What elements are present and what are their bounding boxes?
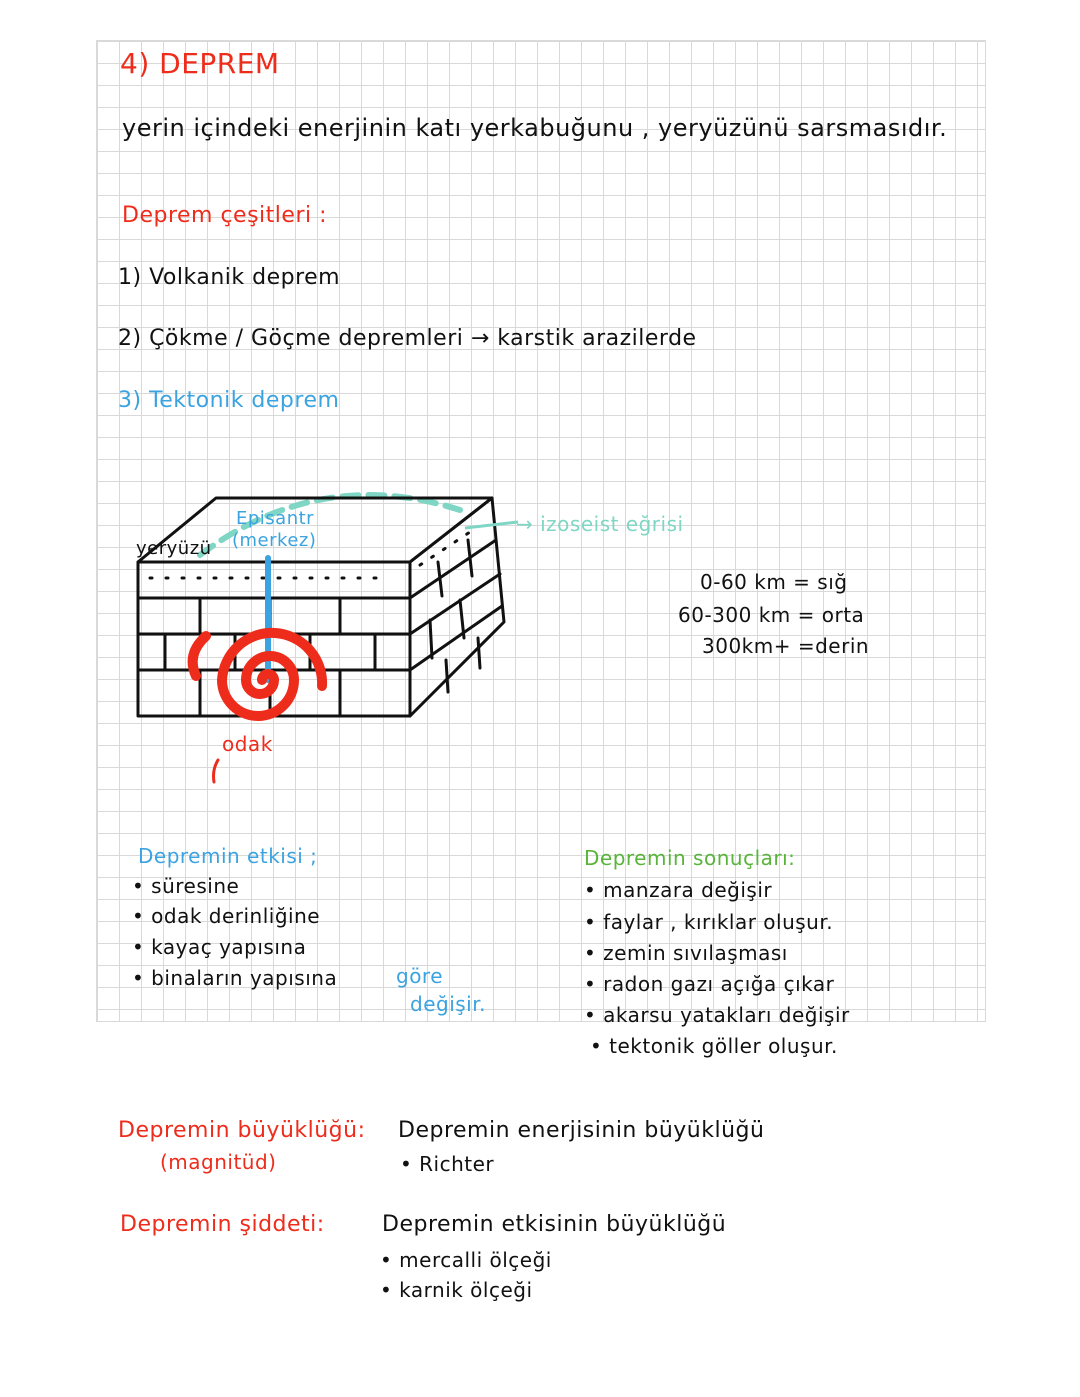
effects-note-line1: göre	[396, 964, 444, 988]
surface-label: yeryüzü	[136, 538, 212, 559]
isoseismal-pointer	[465, 522, 518, 528]
epicenter-sub-label: (merkez)	[232, 530, 317, 551]
effects-heading: Depremin etkisi ;	[138, 844, 318, 868]
page-title: 4) DEPREM	[120, 47, 280, 80]
magnitude-sub-label: (magnitüd)	[160, 1150, 277, 1174]
effects-item: • odak derinliğine	[132, 904, 321, 928]
magnitude-scale: • Richter	[400, 1152, 495, 1176]
focus-spiral	[193, 633, 322, 716]
magnitude-definition: Depremin enerjisinin büyüklüğü	[398, 1118, 765, 1143]
results-item: • akarsu yatakları değişir	[584, 1003, 850, 1027]
magnitude-label: Depremin büyüklüğü:	[118, 1118, 366, 1143]
results-item: • radon gazı açığa çıkar	[584, 972, 835, 996]
earthquake-diagram	[120, 470, 740, 800]
effects-note-line2: değişir.	[410, 992, 486, 1016]
depth-middle: 60-300 km = orta	[678, 603, 865, 627]
type-item-tectonic: 3) Tektonik deprem	[118, 388, 340, 413]
isoseismal-label: → izoseist eğrisi	[516, 512, 684, 536]
focus-pointer	[214, 760, 219, 782]
results-item: • faylar , kırıklar oluşur.	[584, 910, 834, 934]
results-item: • zemin sıvılaşması	[584, 941, 788, 965]
depth-shallow: 0-60 km = sığ	[700, 570, 848, 594]
effects-item: • süresine	[132, 874, 240, 898]
types-heading: Deprem çeşitleri :	[122, 203, 328, 228]
intensity-definition: Depremin etkisinin büyüklüğü	[382, 1212, 727, 1237]
effects-item: • binaların yapısına	[132, 966, 338, 990]
depth-deep: 300km+ =derin	[702, 634, 870, 658]
results-heading: Depremin sonuçları:	[584, 846, 796, 870]
focus-label: odak	[222, 732, 273, 756]
results-item: • tektonik göller oluşur.	[590, 1034, 838, 1058]
intensity-scale: • mercalli ölçeği	[380, 1248, 552, 1272]
intensity-label: Depremin şiddeti:	[120, 1212, 325, 1237]
effects-item: • kayaç yapısına	[132, 935, 307, 959]
definition-text: yerin içindeki enerjinin katı yerkabuğunu , yeryüzünü sarsmasıdır.	[122, 114, 948, 142]
type-item-volcanic: 1) Volkanik deprem	[118, 265, 341, 290]
results-item: • manzara değişir	[584, 878, 773, 902]
type-item-collapse: 2) Çökme / Göçme depremleri → karstik arazilerde	[118, 326, 697, 351]
epicenter-label: Episantr	[236, 508, 315, 529]
intensity-scale: • karnik ölçeği	[380, 1278, 533, 1302]
